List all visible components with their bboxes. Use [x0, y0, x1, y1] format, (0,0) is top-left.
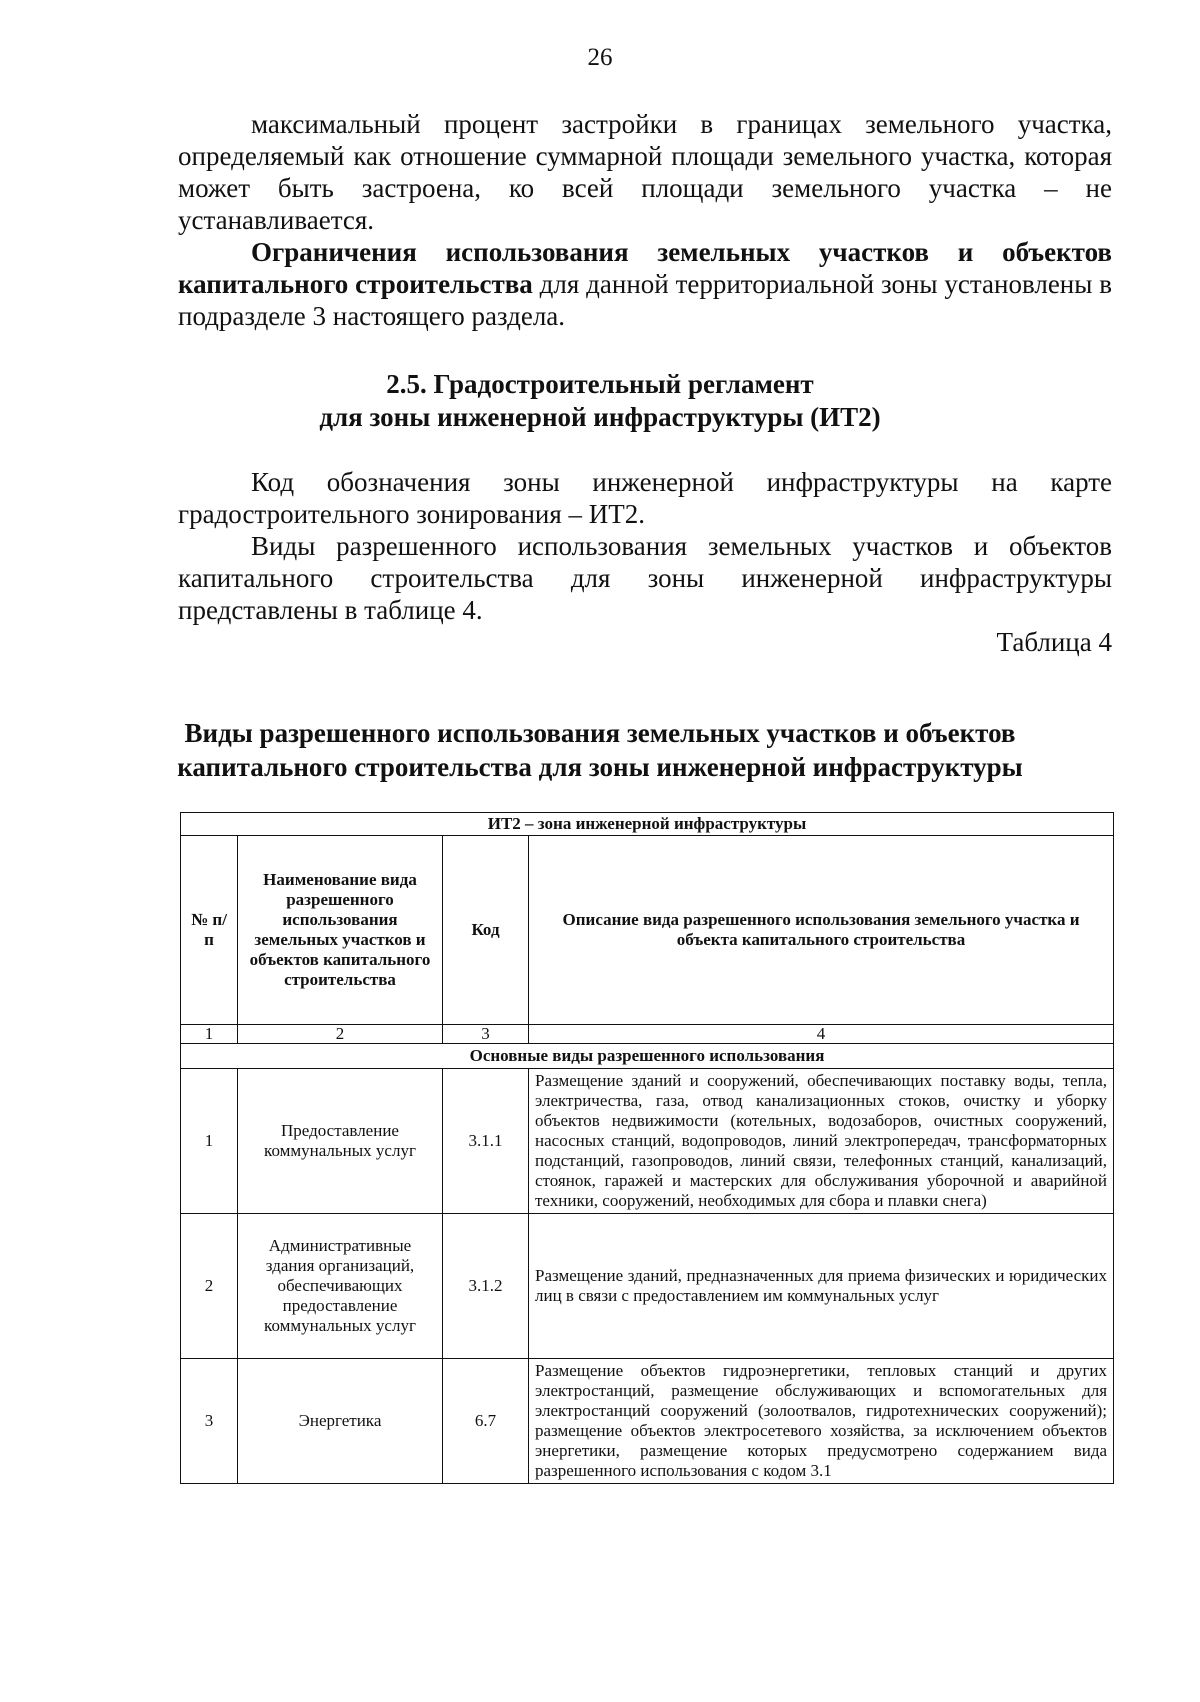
intro-text-block — [178, 108, 1112, 332]
table-zone-header-row — [181, 813, 1114, 836]
table-row — [181, 1069, 1114, 1214]
row-code: 3.1.2 — [443, 1214, 529, 1359]
table-zone-header: ИТ2 – зона инженерной инфраструктуры — [181, 813, 1114, 836]
table-column-numbers-row — [181, 1025, 1114, 1044]
row-description: Размещение зданий и сооружений, обеспечивающих поставку воды, тепла, электричества, газа, отвод канализационных стоков, очистку и уборку объектов недвижимости (котельных, водозаборов, очистных сооружений, насосных станций, водопроводов, линий электропередач, трансформаторных подстанций, газопроводов, линий связи, телефонных станций, канализаций, стоянок, гаражей и мастерских для обслуживания уборочной и аварийной техники, сооружений, необходимых для сбора и плавки снега) — [529, 1069, 1114, 1214]
restrictions-bold-text: Ограничения использования земельных участков и объектов капитального строительства — [178, 237, 1112, 299]
page-number: 26 — [587, 44, 613, 71]
row-number: 3 — [181, 1359, 238, 1484]
table-row — [181, 1214, 1114, 1359]
section-heading — [0, 368, 1200, 434]
table-header-row — [181, 836, 1114, 1025]
col-number-1: 1 — [181, 1025, 238, 1044]
col-number-4: 4 — [529, 1025, 1114, 1044]
permitted-uses-paragraph: Виды разрешенного использования земельных участков и объектов капитального строительства для зоны инженерной инфраструктуры представлены в таблице 4. — [178, 531, 1112, 625]
row-code: 3.1.1 — [443, 1069, 529, 1214]
col-header-description: Описание вида разрешенного использования земельного участка и объекта капитального строительства — [529, 836, 1114, 1025]
row-code: 6.7 — [443, 1359, 529, 1484]
table-label: Таблица 4 — [996, 627, 1112, 657]
zone-description-block — [178, 466, 1112, 626]
col-header-code: Код — [443, 836, 529, 1025]
col-header-name: Наименование вида разрешенного использования земельных участков и объектов капитального строительства — [238, 836, 443, 1025]
table-title-line1: Виды разрешенного использования земельных участков и объектов — [184, 718, 1016, 748]
col-number-3: 3 — [443, 1025, 529, 1044]
row-use-name: Административные здания организаций, обеспечивающих предоставление коммунальных услуг — [238, 1214, 443, 1359]
row-number: 1 — [181, 1069, 238, 1214]
table-group-row — [181, 1044, 1114, 1069]
col-header-number: № п/п — [181, 836, 238, 1025]
restrictions-paragraph — [178, 236, 1112, 332]
restrictions-text: для данной территориальной зоны установлены в подразделе 3 настоящего раздела. — [178, 269, 1112, 331]
intro-paragraph: максимальный процент застройки в границах земельного участка, определяемый как отношение суммарной площади земельного участка, которая может быть застроена, ко всей площади земельного участка – не устанавливается. — [178, 109, 1112, 235]
table-group-title: Основные виды разрешенного использования — [181, 1044, 1114, 1069]
section-heading-line1: 2.5. Градостроительный регламент — [386, 369, 814, 399]
table-title — [0, 716, 1200, 784]
section-heading-line2: для зоны инженерной инфраструктуры (ИТ2) — [319, 402, 881, 432]
table-title-line2: капитального строительства для зоны инженерной инфраструктуры — [177, 752, 1023, 782]
row-description: Размещение зданий, предназначенных для приема физических и юридических лиц в связи с предоставлением им коммунальных услуг — [529, 1214, 1114, 1359]
row-description: Размещение объектов гидроэнергетики, тепловых станций и других электростанций, размещение обслуживающих и вспомогательных для электростанций сооружений (золоотвалов, гидротехнических сооружений); размещение объектов электросетевого хозяйства, за исключением объектов энергетики, размещение которых предусмотрено содержанием вида разрешенного использования с кодом 3.1 — [529, 1359, 1114, 1484]
permitted-uses-table — [180, 812, 1114, 1484]
row-number: 2 — [181, 1214, 238, 1359]
row-use-name: Предоставление коммунальных услуг — [238, 1069, 443, 1214]
col-number-2: 2 — [238, 1025, 443, 1044]
table-row — [181, 1359, 1114, 1484]
row-use-name: Энергетика — [238, 1359, 443, 1484]
zone-code-paragraph: Код обозначения зоны инженерной инфраструктуры на карте градостроительного зонирования – ИТ2. — [178, 467, 1112, 529]
